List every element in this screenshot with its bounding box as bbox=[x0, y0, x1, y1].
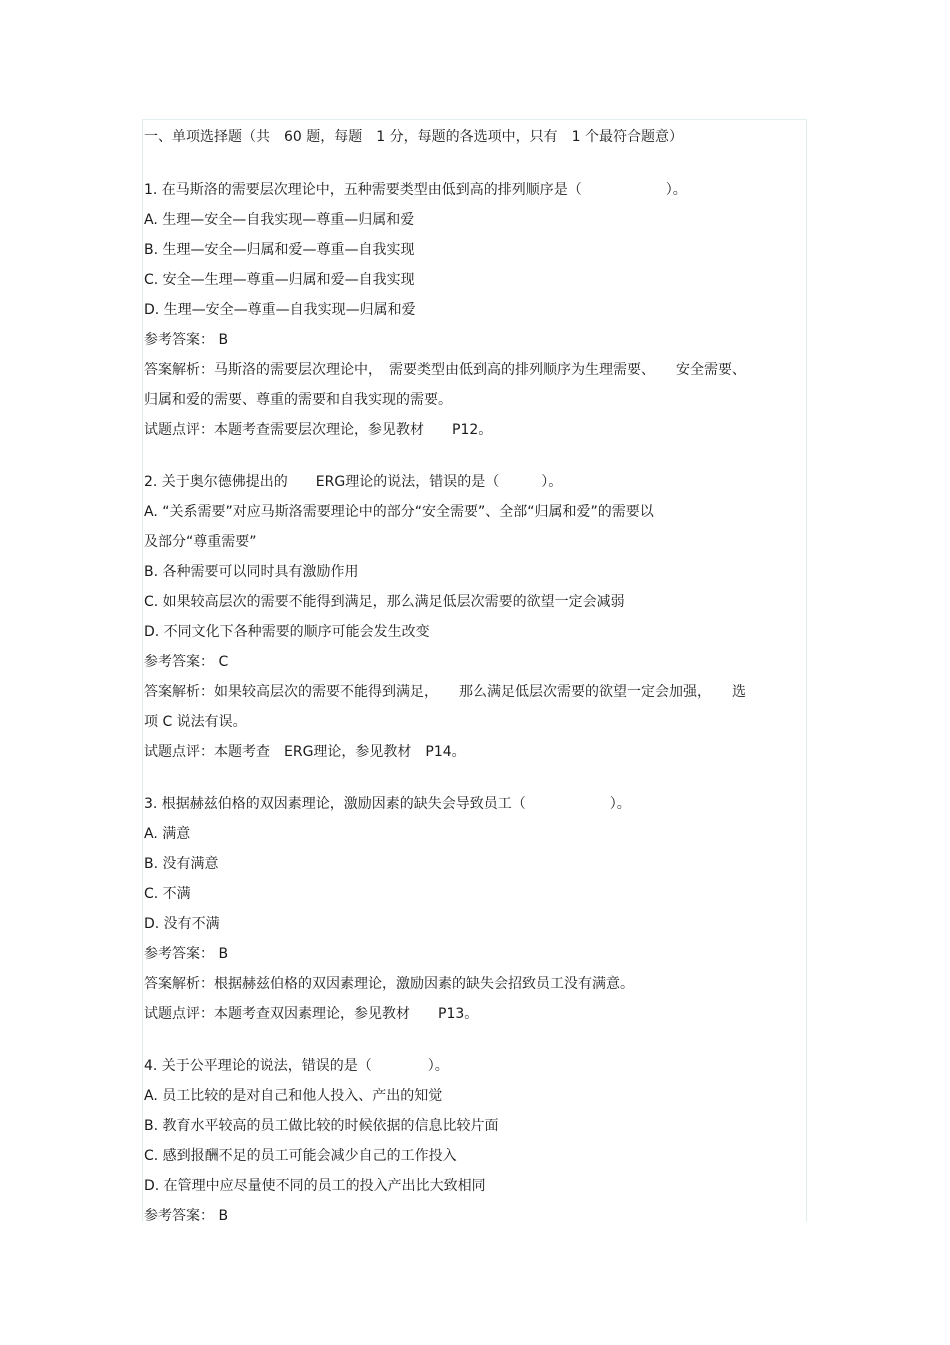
question-1 bbox=[144, 175, 806, 445]
question-stem: 1. 在马斯洛的需要层次理论中，五种需要类型由低到高的排列顺序是（ ）。 bbox=[144, 182, 687, 198]
option-b: B. 生理—安全—归属和爱—尊重—自我实现 bbox=[144, 242, 415, 258]
question-stem: 2. 关于奥尔德佛提出的 ERG理论的说法，错误的是（ ）。 bbox=[144, 474, 563, 490]
reference-answer: 参考答案： B bbox=[144, 946, 229, 962]
question-3 bbox=[144, 789, 806, 1029]
option-c: C. 不满 bbox=[144, 886, 191, 902]
question-stem: 4. 关于公平理论的说法，错误的是（ ）。 bbox=[144, 1058, 449, 1074]
option-d: D. 没有不满 bbox=[144, 916, 220, 932]
option-b: B. 没有满意 bbox=[144, 856, 219, 872]
option-a: A. 满意 bbox=[144, 826, 191, 842]
section-heading: 一、单项选择题（共 60 题，每题 1 分，每题的各选项中，只有 1 个最符合题意） bbox=[144, 129, 683, 145]
option-a: A. 员工比较的是对自己和他人投入、产出的知觉 bbox=[144, 1088, 443, 1104]
option-a: A. “关系需要”对应马斯洛需要理论中的部分“安全需要”、全部“归属和爱”的需要以 bbox=[144, 504, 654, 520]
answer-analysis: 答案解析：马斯洛的需要层次理论中， 需要类型由低到高的排列顺序为生理需要、 安全需要、 bbox=[144, 362, 746, 378]
question-4 bbox=[144, 1051, 806, 1231]
option-d: D. 在管理中应尽量使不同的员工的投入产出比大致相同 bbox=[144, 1178, 486, 1194]
answer-analysis-continued: 项 C 说法有误。 bbox=[144, 714, 247, 730]
option-c: C. 感到报酬不足的员工可能会减少自己的工作投入 bbox=[144, 1148, 457, 1164]
option-d: D. 生理—安全—尊重—自我实现—归属和爱 bbox=[144, 302, 416, 318]
answer-analysis: 答案解析：如果较高层次的需要不能得到满足， 那么满足低层次需要的欲望一定会加强， 选 bbox=[144, 684, 746, 700]
option-b: B. 教育水平较高的员工做比较的时候依据的信息比较片面 bbox=[144, 1118, 499, 1134]
question-comment: 试题点评：本题考查 ERG理论，参见教材 P14。 bbox=[144, 744, 466, 760]
answer-analysis: 答案解析：根据赫兹伯格的双因素理论，激励因素的缺失会招致员工没有满意。 bbox=[144, 976, 634, 992]
option-d: D. 不同文化下各种需要的顺序可能会发生改变 bbox=[144, 624, 430, 640]
reference-answer: 参考答案： B bbox=[144, 1208, 229, 1224]
question-stem: 3. 根据赫兹伯格的双因素理论，激励因素的缺失会导致员工（ ）。 bbox=[144, 796, 631, 812]
reference-answer: 参考答案： B bbox=[144, 332, 229, 348]
option-c: C. 安全—生理—尊重—归属和爱—自我实现 bbox=[144, 272, 415, 288]
question-2 bbox=[144, 467, 806, 767]
option-b: B. 各种需要可以同时具有激励作用 bbox=[144, 564, 359, 580]
option-a-continued: 及部分“尊重需要” bbox=[144, 534, 257, 550]
answer-analysis-continued: 归属和爱的需要、尊重的需要和自我实现的需要。 bbox=[144, 392, 452, 408]
question-comment: 试题点评：本题考查需要层次理论，参见教材 P12。 bbox=[144, 422, 493, 438]
option-c: C. 如果较高层次的需要不能得到满足，那么满足低层次需要的欲望一定会减弱 bbox=[144, 594, 625, 610]
reference-answer: 参考答案： C bbox=[144, 654, 229, 670]
question-comment: 试题点评：本题考查双因素理论，参见教材 P13。 bbox=[144, 1006, 479, 1022]
document-content bbox=[144, 122, 806, 1253]
option-a: A. 生理—安全—自我实现—尊重—归属和爱 bbox=[144, 212, 415, 228]
